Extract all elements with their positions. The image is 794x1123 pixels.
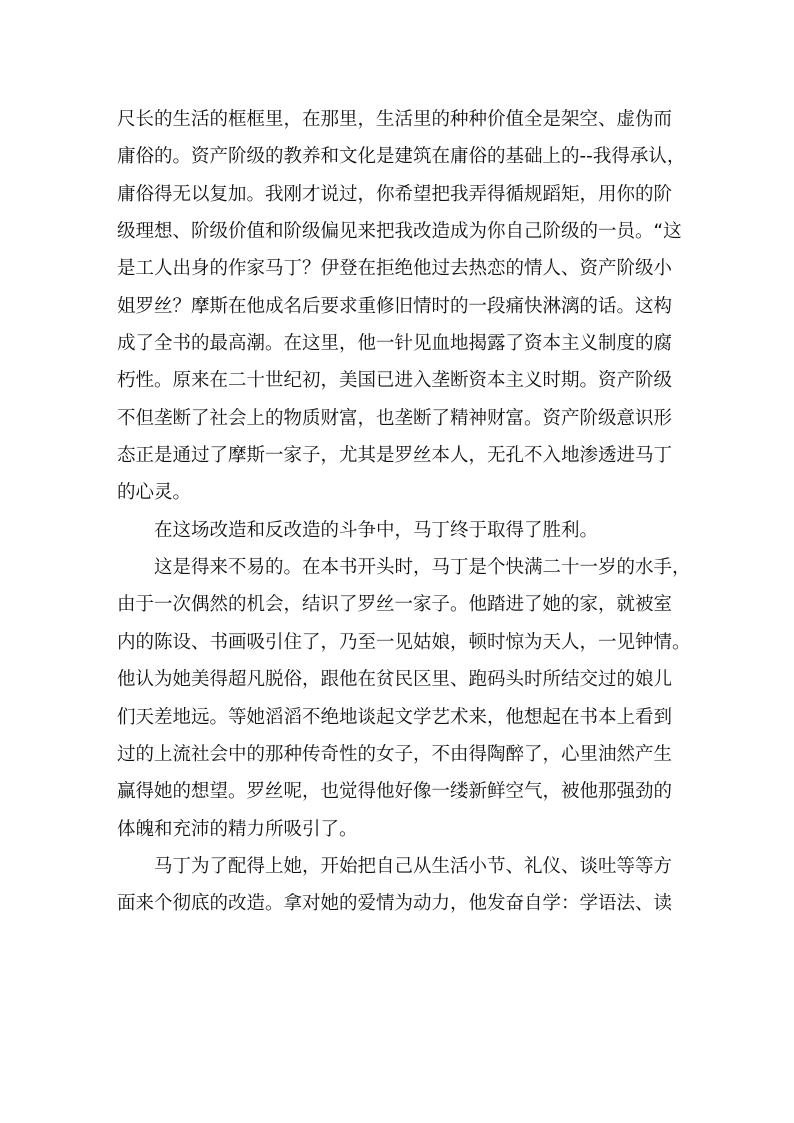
text-line: 庸俗得无以复加。我刚才说过，你希望把我弄得循规蹈矩，用你的阶: [117, 183, 673, 205]
text-line: 朽性。原来在二十世纪初，美国已进入垄断资本主义时期。资产阶级: [117, 370, 673, 392]
text-line: 姐罗丝？摩斯在他成名后要求重修旧情时的一段痛快淋漓的话。这构: [117, 295, 673, 317]
paragraph-start-line: 马丁为了配得上她，开始把自己从生活小节、礼仪、谈吐等等方: [154, 855, 673, 877]
text-line: 面来个彻底的改造。拿对她的爱情为动力，他发奋自学：学语法、读: [117, 893, 673, 915]
text-line: 过的上流社会中的那种传奇性的女子，不由得陶醉了，心里油然产生: [117, 743, 673, 765]
text-line: 不但垄断了社会上的物质财富，也垄断了精神财富。资产阶级意识形: [117, 407, 673, 429]
text-line: 他认为她美得超凡脱俗，跟他在贫民区里、跑码头时所结交过的娘儿: [117, 669, 673, 691]
text-line: 由于一次偶然的机会，结识了罗丝一家子。他踏进了她的家，就被室: [117, 594, 673, 616]
text-line: 们天差地远。等她滔滔不绝地谈起文学艺术来，他想起在书本上看到: [117, 706, 673, 728]
text-line: 赢得她的想望。罗丝呢，也觉得他好像一缕新鲜空气，被他那强劲的: [117, 781, 673, 803]
text-line: 的心灵。: [117, 482, 192, 504]
text-line: 是工人出身的作家马丁？伊登在拒绝他过去热恋的情人、资产阶级小: [117, 258, 673, 280]
text-line: 庸俗的。资产阶级的教养和文化是建筑在庸俗的基础上的--我得承认，: [117, 146, 686, 168]
text-line: 态正是通过了摩斯一家子，尤其是罗丝本人，无孔不入地渗透进马丁: [117, 445, 673, 467]
text-line: 成了全书的最高潮。在这里，他一针见血地揭露了资本主义制度的腐: [117, 333, 673, 355]
paragraph-start-line: 这是得来不易的。在本书开头时，马丁是个快满二十一岁的水手，: [154, 557, 691, 579]
body-text: [117, 101, 691, 923]
text-line: 内的陈设、书画吸引住了，乃至一见姑娘，顿时惊为天人，一见钟情。: [117, 631, 691, 653]
text-line: 尺长的生活的框框里，在那里，生活里的种种价值全是架空、虚伪而: [117, 109, 673, 130]
text-line: 级理想、阶级价值和阶级偏见来把我改造成为你自己阶级的一员。“这: [117, 221, 682, 243]
paragraph-start-line: 在这场改造和反改造的斗争中，马丁终于取得了胜利。: [154, 519, 599, 541]
text-line: 体魄和充沛的精力所吸引了。: [117, 818, 358, 840]
